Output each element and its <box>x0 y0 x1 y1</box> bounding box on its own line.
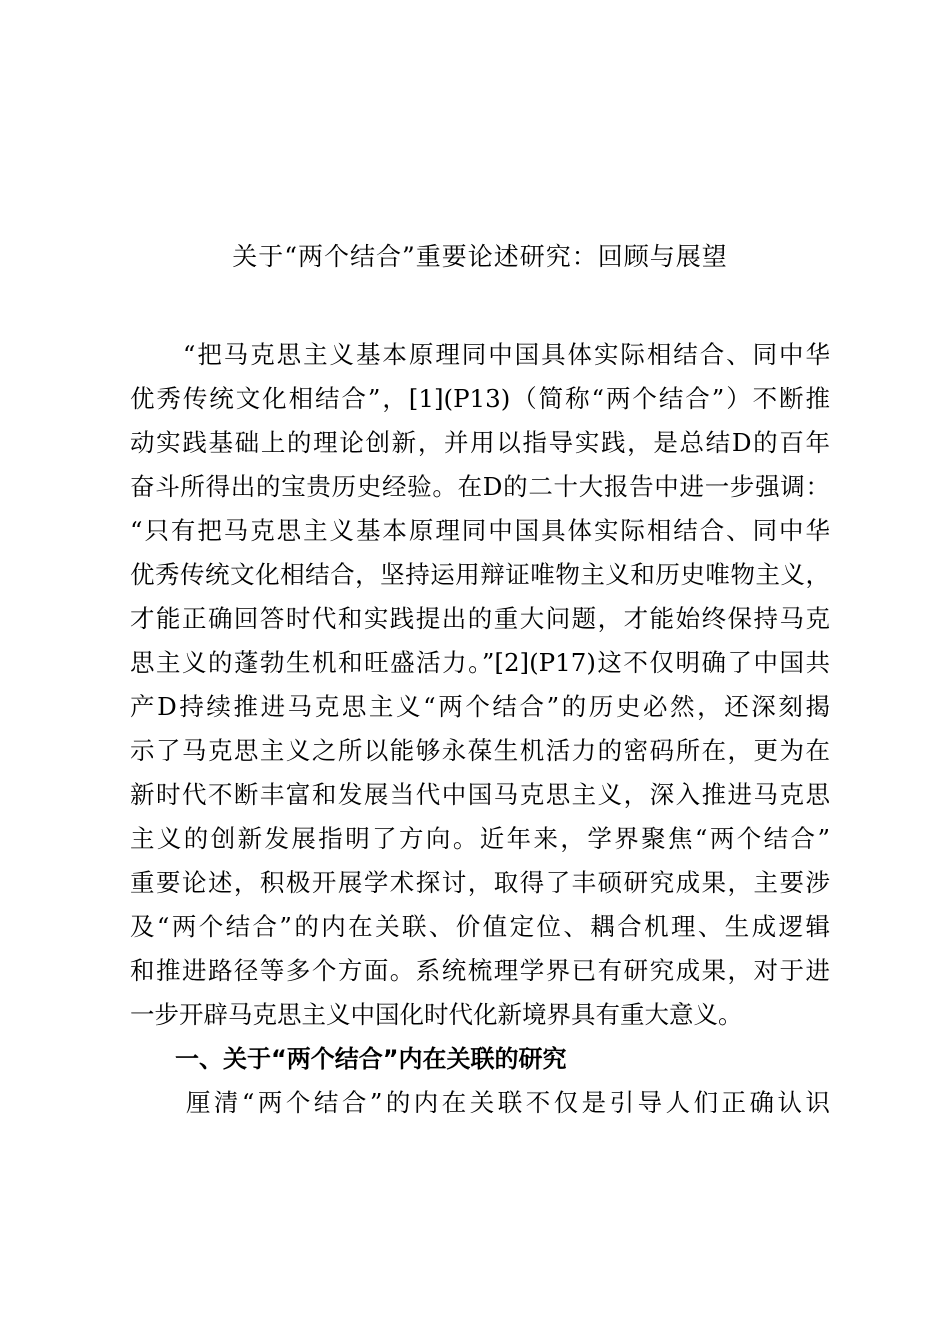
intro-line: 思主义的蓬勃生机和旺盛活力。”[2](P17)这不仅明确了中国共 <box>130 648 830 677</box>
intro-line: 新时代不断丰富和发展当代中国马克思主义，深入推进马克思 <box>130 780 830 809</box>
intro-line: 一步开辟马克思主义中国化时代化新境界具有重大意义。 <box>130 1000 743 1029</box>
intro-paragraph <box>130 333 830 1037</box>
document-title: 关于“两个结合”重要论述研究：回顾与展望 <box>232 242 728 271</box>
intro-line: 优秀传统文化相结合，坚持运用辩证唯物主义和历史唯物主义， <box>130 560 830 589</box>
intro-line: 奋斗所得出的宝贵历史经验。在D的二十大报告中进一步强调： <box>130 472 830 501</box>
intro-line: 和推进路径等多个方面。系统梳理学界已有研究成果，对于进 <box>130 956 830 985</box>
intro-line: 及“两个结合”的内在关联、价值定位、耦合机理、生成逻辑 <box>130 912 830 941</box>
intro-line: 重要论述，积极开展学术探讨，取得了丰硕研究成果，主要涉 <box>130 868 830 897</box>
section-line: 厘清“两个结合”的内在关联不仅是引导人们正确认识 <box>130 1088 830 1117</box>
intro-line: 优秀传统文化相结合”，[1](P13)（简称“两个结合”）不断推 <box>130 384 830 413</box>
intro-line: 动实践基础上的理论创新，并用以指导实践，是总结D的百年 <box>130 428 830 457</box>
document-body <box>130 333 830 1125</box>
intro-line: 才能正确回答时代和实践提出的重大问题，才能始终保持马克 <box>130 604 830 633</box>
intro-line: 示了马克思主义之所以能够永葆生机活力的密码所在，更为在 <box>130 736 830 765</box>
section-paragraph <box>130 1081 830 1125</box>
section-heading: 一、关于“两个结合”内在关联的研究 <box>175 1045 567 1073</box>
intro-line: 产D持续推进马克思主义“两个结合”的历史必然，还深刻揭 <box>130 692 830 721</box>
intro-line: 主义的创新发展指明了方向。近年来，学界聚焦“两个结合” <box>130 824 830 853</box>
intro-line: “把马克思主义基本原理同中国具体实际相结合、同中华 <box>130 340 830 369</box>
intro-line: “只有把马克思主义基本原理同中国具体实际相结合、同中华 <box>130 516 830 545</box>
